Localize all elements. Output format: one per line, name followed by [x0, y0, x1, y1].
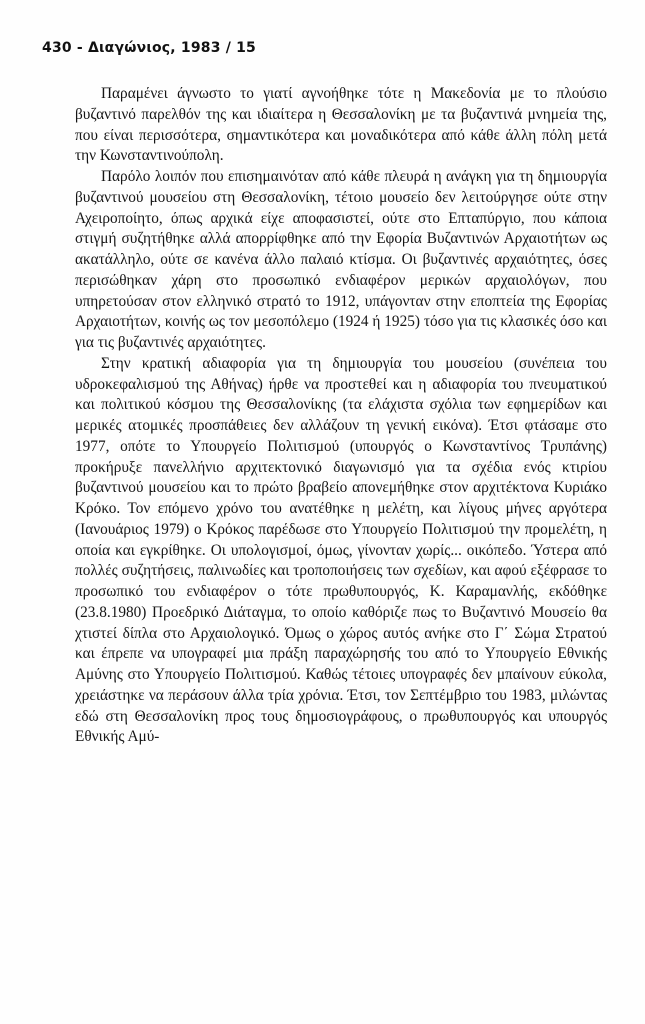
paragraph: Στην κρατική αδιαφορία για τη δημιουργία του μουσείου (συνέπεια του υδροκεφαλισμού της Αθήνας) ήρθε να προστεθεί και η αδιαφορία του πνευματικού και πολιτικού κόσμου της Θεσσαλονίκης (τα ελάχιστα σχόλια των εφημερίδων και μερικές ατομικές προσπάθειες δεν αλλάζουν τη γενική εικόνα). Έτσι φτάσαμε στο 1977, οπότε το Υπουργείο Πολιτισμού (υπουργός ο Κωνσταντίνος Τρυπάνης) προκήρυξε πανελλήνιο αρχιτεκτονικό διαγωνισμό για τα σχέδια ενός κτιρίου βυζαντινού μουσείου και το πρώτο βραβείο απονεμήθηκε στον αρχιτέκτονα Κυριάκο Κρόκο. Τον επόμενο χρόνο του ανατέθηκε η μελέτη, και λίγους μήνες αργότερα (Ιανουάριος 1979) ο Κρόκος παρέδωσε στο Υπουργείο Πολιτισμού την προμελέτη, η οποία και εγκρίθηκε. Οι υπολογισμοί, όμως, γίνονταν χωρίς... οικόπεδο. Ύστερα από πολλές συζητήσεις, παλινωδίες και τροποποιήσεις των σχεδίων, και αφού εξέφρασε το προσωπικό του ενδιαφέρον ο τότε πρωθυπουργός, Κ. Καραμανλής, εκδόθηκε (23.8.1980) Προεδρικό Διάταγμα, το οποίο καθόριζε πως το Βυζαντινό Μουσείο θα χτιστεί δίπλα στο Αρχαιολογικό. Όμως ο χώρος αυτός ανήκε στο Γ΄ Σώμα Στρατού και έπρεπε να υπογραφεί μια πράξη παραχώρησής του από το Υπουργείο Εθνικής Αμύνης στο Υπουργείο Πολιτισμού. Καθώς τέτοιες υπογραφές δεν μπαίνουν εύκολα, χρειάστηκε να περάσουν άλλα τρία χρόνια. Έτσι, τον Σεπτέμβριο του 1983, μιλώντας εδώ στη Θεσσαλονίκη προς τους δημοσιογράφους, ο πρωθυπουργός και υπουργός Εθνικής Αμύ-: [75, 354, 607, 746]
article-body: [75, 84, 607, 748]
running-head: 430 - Διαγώνιος, 1983 / 15: [42, 40, 257, 56]
paragraph: Παραμένει άγνωστο το γιατί αγνοήθηκε τότε η Μακεδονία με το πλούσιο βυζαντινό παρελθόν της και ιδιαίτερα η Θεσσαλονίκη με τα βυζαντινά μνημεία της, που είναι περισσότερα, σημαντικότερα και μοναδικότερα από κάθε άλλη πόλη μετά την Κωνσταντινούπολη.: [75, 85, 607, 165]
paragraph: Παρόλο λοιπόν που επισημαινόταν από κάθε πλευρά η ανάγκη για τη δημιουργία βυζαντινού μουσείου στη Θεσσαλονίκη, τέτοιο μουσείο δεν λειτούργησε ούτε στην Αχειροποίητο, όπως αρχικά είχε αποφασιστεί, ούτε στο Επταπύργιο, που κάποια στιγμή συζητήθηκε αλλά απορρίφθηκε από την Εφορία Βυζαντινών Αρχαιοτήτων ως ακατάλληλο, ούτε σε κανένα άλλο παλαιό κτίσμα. Οι βυζαντινές αρχαιότητες, όσες περισώθηκαν χάρη στο προσωπικό ενδιαφέρον μερικών αρχαιολόγων, που υπηρετούσαν στον ελληνικό στρατό το 1912, υπάγονταν στην εποπτεία της Εφορίας Αρχαιοτήτων, κοινής ως τον μεσοπόλεμο (1924 ή 1925) τόσο για τις κλασικές όσο και για τις βυζαντινές αρχαιότητες.: [75, 168, 607, 351]
